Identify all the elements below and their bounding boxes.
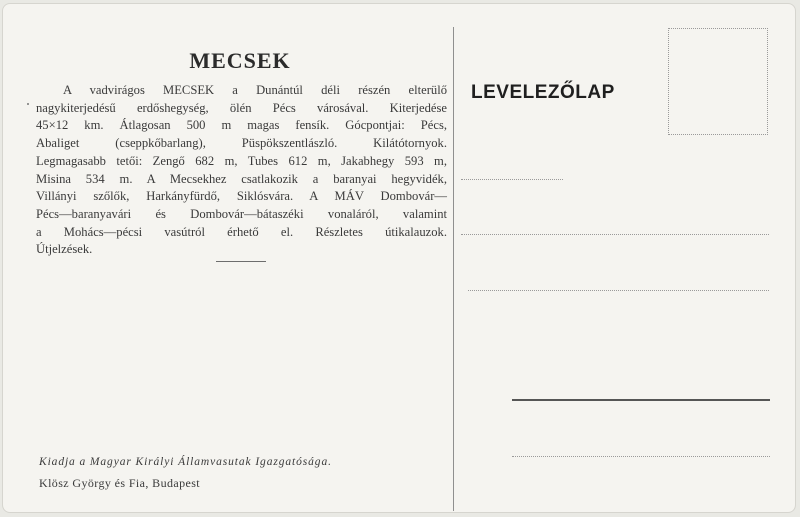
section-rule (216, 261, 266, 262)
address-line (461, 179, 563, 180)
address-line (512, 456, 770, 457)
description-line: a Mohács—pécsi vasútról érhető el. Részletes útikalauzok. (36, 224, 447, 239)
description-line: Pécs—baranyavári és Dombovár—bátaszéki vonaláról, valamint (36, 206, 447, 221)
description-line: 45×12 km. Átlagosan 500 m magas fensík. Gócpontjai: Pécs, (36, 118, 447, 133)
address-line (461, 234, 769, 235)
stamp-box (668, 28, 768, 135)
description-text (36, 82, 447, 259)
postcard-heading: LEVELEZŐLAP (471, 82, 615, 103)
description-line: nagykiterjedésű erdőshegység, ölén Pécs városával. Kiterjedése (36, 100, 447, 115)
card-title: MECSEK (189, 48, 291, 73)
paper-speck (27, 103, 29, 105)
description-line: Villányi szőlők, Harkányfürdő, Siklósvára. A MÁV Dombovár— (36, 189, 447, 204)
description-line: Legmagasabb tetői: Zengő 682 m, Tubes 612 m, Jakabhegy 593 m, (36, 153, 447, 168)
address-line (468, 290, 769, 291)
description-line: Útjelzések. (36, 242, 93, 257)
description-line: Abaliget (cseppkőbarlang), Püspökszentlászló. Kilátótornyok. (36, 136, 447, 151)
description-line: A vadvirágos MECSEK a Dunántúl déli részén elterülő (63, 83, 447, 97)
printer-line: Klösz György és Fia, Budapest (39, 476, 201, 490)
center-divider (453, 27, 454, 511)
publisher-line: Kiadja a Magyar Királyi Államvasutak Igazgatósága. (39, 456, 332, 468)
description-line: Misina 534 m. A Mecsekhez csatlakozik a baranyai hegyvidék, (36, 171, 447, 186)
address-line (512, 399, 770, 401)
